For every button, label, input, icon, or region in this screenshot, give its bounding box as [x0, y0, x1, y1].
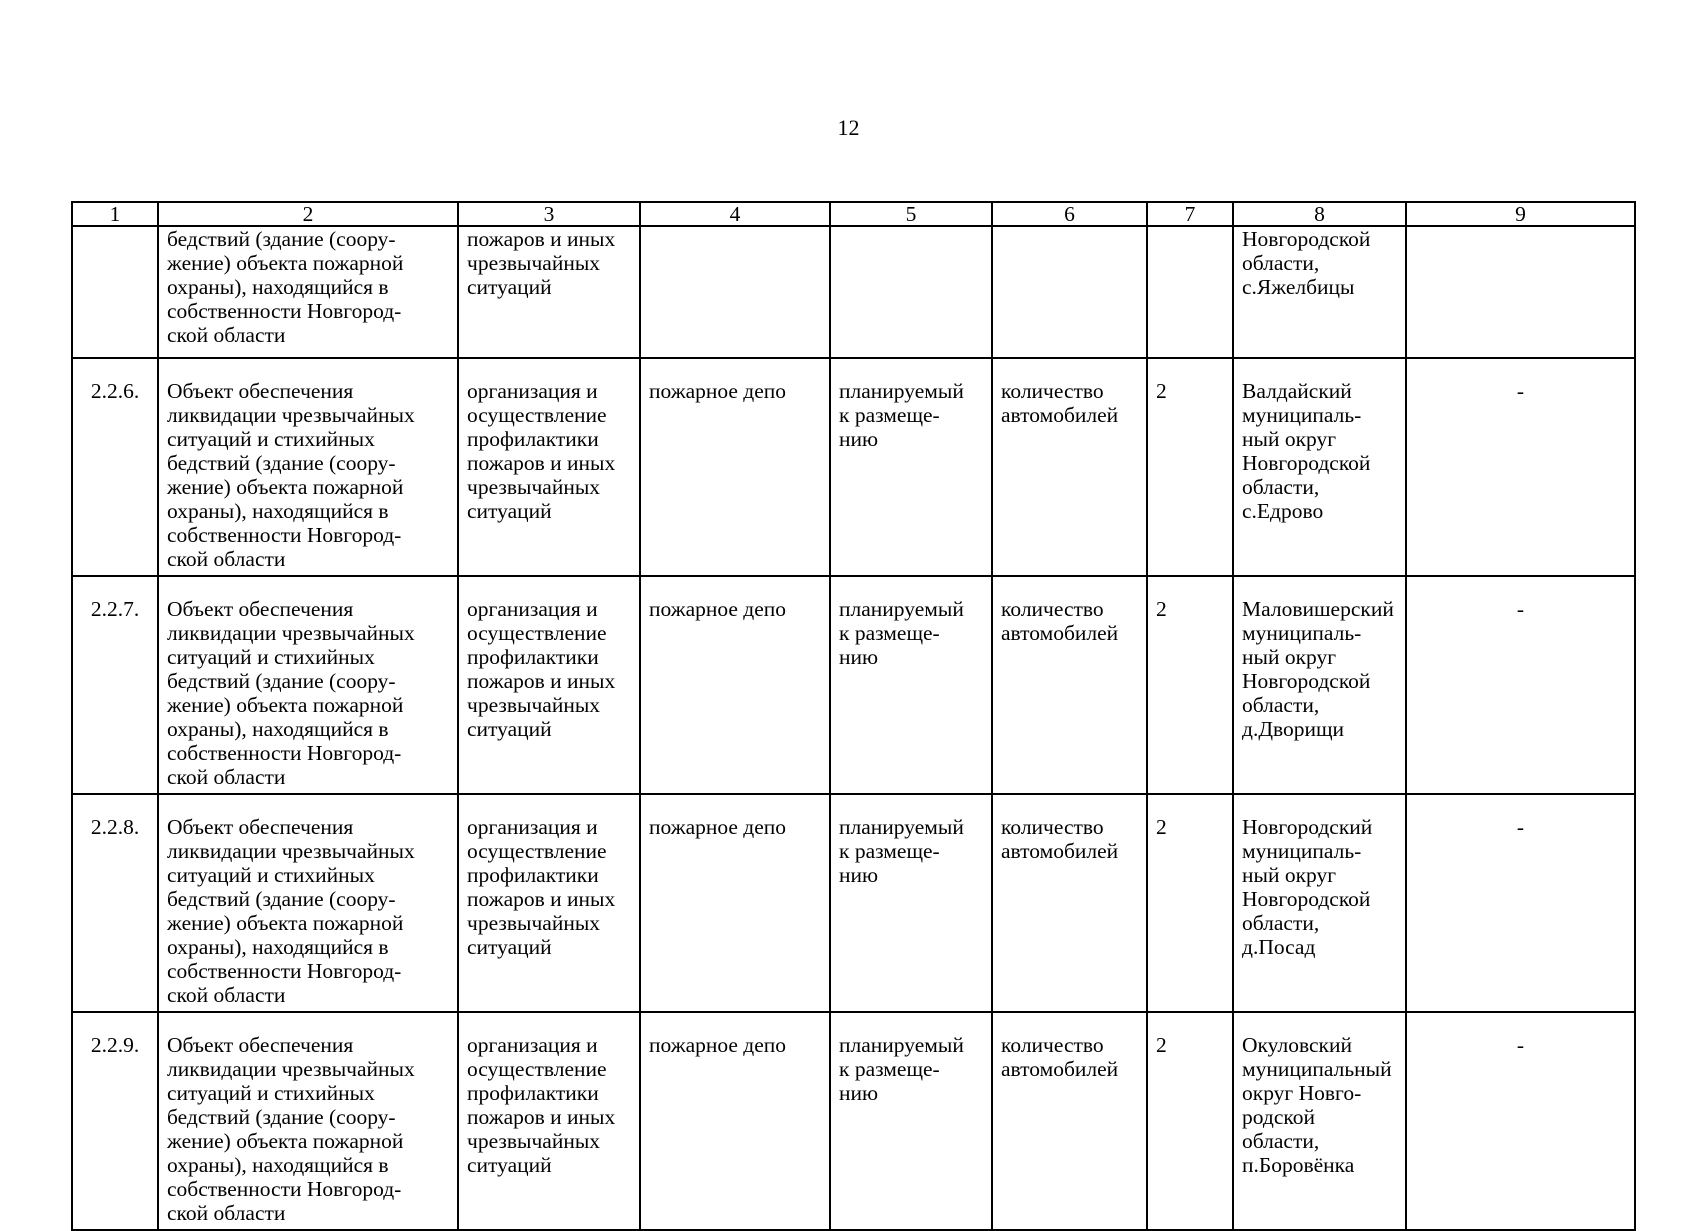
cell-purpose: организация и осуществление профилактики пожаров и иных чрезвычайных ситуаций: [458, 1012, 640, 1230]
cell-num: 2.2.8.: [72, 794, 158, 1012]
cell-characteristic: количество автомобилей: [992, 1012, 1147, 1230]
cell-status: планируемый к размеще- нию: [830, 358, 992, 576]
cell-status: планируемый к размеще- нию: [830, 576, 992, 794]
cell-name: бедствий (здание (соору- жение) объекта пожарной охраны), находящийся в собственности Новгород- ской области: [158, 226, 458, 358]
cell-num: 2.2.6.: [72, 358, 158, 576]
page-number: 12: [837, 115, 860, 140]
cell-characteristic: [992, 226, 1147, 358]
header-cell-8: 8: [1233, 202, 1406, 226]
cell-value: [1147, 226, 1233, 358]
cell-zone: [1406, 226, 1635, 358]
cell-value: 2: [1147, 358, 1233, 576]
header-cell-4: 4: [640, 202, 830, 226]
cell-num: 2.2.9.: [72, 1012, 158, 1230]
cell-location: Новгородской области, с.Яжелбицы: [1233, 226, 1406, 358]
cell-zone: -: [1406, 794, 1635, 1012]
cell-num: [72, 226, 158, 358]
cell-purpose: организация и осуществление профилактики пожаров и иных чрезвычайных ситуаций: [458, 576, 640, 794]
cell-status: [830, 226, 992, 358]
table-row: [72, 1012, 1635, 1230]
cell-name: Объект обеспечения ликвидации чрезвычайных ситуаций и стихийных бедствий (здание (соору- жение) объекта пожарной охраны), находящийся в собственности Новгород- ской области: [158, 576, 458, 794]
cell-status: планируемый к размеще- нию: [830, 1012, 992, 1230]
header-cell-5: 5: [830, 202, 992, 226]
cell-name: Объект обеспечения ликвидации чрезвычайных ситуаций и стихийных бедствий (здание (соору- жение) объекта пожарной охраны), находящийся в собственности Новгород- ской области: [158, 794, 458, 1012]
cell-characteristic: количество автомобилей: [992, 794, 1147, 1012]
cell-name: Объект обеспечения ликвидации чрезвычайных ситуаций и стихийных бедствий (здание (соору- жение) объекта пожарной охраны), находящийся в собственности Новгород- ской области: [158, 358, 458, 576]
cell-characteristic: количество автомобилей: [992, 576, 1147, 794]
table-row: [72, 576, 1635, 794]
cell-location: Маловишерский муниципаль- ный округ Новгородской области, д.Дворищи: [1233, 576, 1406, 794]
table-row: [72, 794, 1635, 1012]
header-cell-7: 7: [1147, 202, 1233, 226]
cell-purpose: организация и осуществление профилактики пожаров и иных чрезвычайных ситуаций: [458, 794, 640, 1012]
table-header-row: [72, 202, 1635, 226]
cell-purpose: организация и осуществление профилактики пожаров и иных чрезвычайных ситуаций: [458, 358, 640, 576]
cell-purpose: пожаров и иных чрезвычайных ситуаций: [458, 226, 640, 358]
cell-type: [640, 226, 830, 358]
cell-type: пожарное депо: [640, 794, 830, 1012]
header-cell-2: 2: [158, 202, 458, 226]
cell-location: Новгородский муниципаль- ный округ Новгородской области, д.Посад: [1233, 794, 1406, 1012]
cell-zone: -: [1406, 576, 1635, 794]
cell-type: пожарное депо: [640, 576, 830, 794]
header-cell-1: 1: [72, 202, 158, 226]
header-cell-3: 3: [458, 202, 640, 226]
header-cell-9: 9: [1406, 202, 1635, 226]
cell-value: 2: [1147, 794, 1233, 1012]
cell-type: пожарное депо: [640, 358, 830, 576]
cell-num: 2.2.7.: [72, 576, 158, 794]
cell-status: планируемый к размеще- нию: [830, 794, 992, 1012]
cell-value: 2: [1147, 1012, 1233, 1230]
cell-type: пожарное депо: [640, 1012, 830, 1230]
cell-name: Объект обеспечения ликвидации чрезвычайных ситуаций и стихийных бедствий (здание (соору- жение) объекта пожарной охраны), находящийся в собственности Новгород- ской области: [158, 1012, 458, 1230]
cell-location: Валдайский муниципаль- ный округ Новгородской области, с.Едрово: [1233, 358, 1406, 576]
cell-zone: -: [1406, 358, 1635, 576]
objects-table: [71, 201, 1636, 1231]
cell-value: 2: [1147, 576, 1233, 794]
table-row: [72, 358, 1635, 576]
table-row-continuation: [72, 226, 1635, 358]
cell-characteristic: количество автомобилей: [992, 358, 1147, 576]
cell-zone: -: [1406, 1012, 1635, 1230]
header-cell-6: 6: [992, 202, 1147, 226]
cell-location: Окуловский муниципальный округ Новго- родской области, п.Боровёнка: [1233, 1012, 1406, 1230]
